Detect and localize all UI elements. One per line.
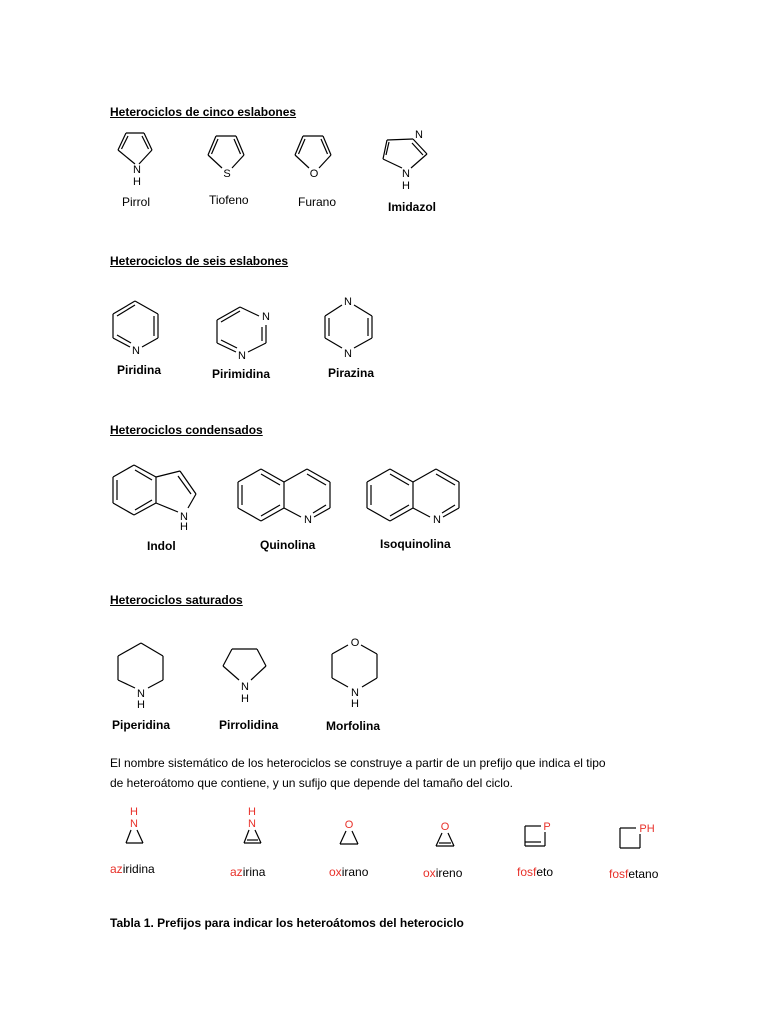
nitrogen-atom: N (180, 511, 188, 523)
label-morfolina: Morfolina (326, 719, 380, 733)
label-indol: Indol (147, 539, 176, 553)
aziridina-structure (116, 805, 156, 849)
indol-structure (108, 460, 208, 532)
label-azirina: azirina (230, 865, 266, 879)
furano-structure (287, 130, 343, 182)
label-piridina: Piridina (117, 363, 162, 377)
oxygen-atom: O (440, 821, 450, 833)
fosfetano-structure (616, 820, 666, 854)
azirina-structure (234, 805, 274, 849)
label-oxireno: oxireno (423, 866, 463, 880)
pirazina-structure (320, 292, 380, 362)
oxygen-atom: O (344, 819, 354, 831)
hydrogen-atom: H (241, 693, 249, 705)
oxygen-atom: O (309, 168, 319, 180)
hydrogen-atom: H (137, 699, 145, 711)
intro-paragraph (110, 753, 670, 793)
label-pirimidina: Pirimidina (212, 367, 271, 381)
label-fosfeto: fosfeto (517, 865, 554, 879)
nitrogen-atom: N (433, 514, 441, 526)
label-isoquinolina: Isoquinolina (380, 537, 451, 551)
label-tiofeno: Tiofeno (209, 193, 249, 207)
nitrogen-atom: N (304, 514, 312, 526)
paragraph-line-1: El nombre sistemático de los heterociclos se construye a partir de un prefijo que indica el tipo (110, 756, 606, 770)
label-oxirano: oxirano (329, 865, 369, 879)
tiofeno-structure (200, 130, 256, 182)
piridina-structure (108, 297, 168, 361)
pirimidina-structure (212, 303, 276, 365)
nitrogen-atom: N (133, 164, 141, 176)
hydrogen-atom: H (133, 176, 141, 188)
nitrogen-atom: N (351, 687, 359, 699)
oxygen-atom: O (350, 637, 360, 649)
quinolina-structure (235, 466, 341, 530)
sulfur-atom: S (223, 168, 231, 180)
nitrogen-atom: N (344, 348, 352, 360)
nitrogen-atom: N (402, 168, 410, 180)
hydrogen-atom: H (402, 180, 410, 192)
nitrogen-atom: N (262, 311, 270, 323)
heading-five-membered: Heterociclos de cinco eslabones (110, 105, 297, 119)
hydrogen-atom: H (351, 698, 359, 710)
hydrogen-atom: H (130, 806, 138, 818)
label-piperidina: Piperidina (112, 718, 171, 732)
nitrogen-atom: N (344, 296, 352, 308)
hydrogen-atom: H (180, 521, 188, 533)
isoquinolina-structure (364, 466, 470, 530)
nitrogen-atom: N (415, 129, 423, 141)
oxirano-structure (333, 816, 369, 848)
nitrogen-atom: N (132, 345, 140, 357)
label-pirazina: Pirazina (328, 366, 375, 380)
table-1-title: Tabla 1. Prefijos para indicar los heteroátomos del heterociclo (110, 916, 464, 930)
pirrol-structure (108, 128, 168, 190)
heading-six-membered: Heterociclos de seis eslabones (110, 254, 289, 268)
pirrolidina-structure (218, 644, 278, 706)
nitrogen-atom: N (248, 818, 256, 830)
nitrogen-atom: N (241, 681, 249, 693)
nitrogen-atom: N (238, 350, 246, 362)
heading-saturated: Heterociclos saturados (110, 593, 243, 607)
nitrogen-atom: N (130, 818, 138, 830)
imidazol-structure (375, 126, 437, 192)
heading-fused: Heterociclos condensados (110, 423, 263, 437)
phosphorus-hydride-group: PH (639, 823, 655, 835)
label-fosfetano: fosfetano (609, 867, 659, 881)
label-aziridina: aziridina (110, 862, 155, 876)
paragraph-line-2: de heteroátomo que contiene, y un sufijo que depende del tamaño del ciclo. (110, 776, 513, 790)
fosfeto-structure (521, 818, 561, 852)
label-pirrol: Pirrol (122, 195, 151, 209)
piperidina-structure (112, 640, 172, 712)
label-furano: Furano (298, 195, 337, 209)
hydrogen-atom: H (248, 806, 256, 818)
nitrogen-atom: N (137, 688, 145, 700)
morfolina-structure (326, 633, 386, 713)
label-imidazol: Imidazol (388, 200, 437, 214)
label-pirrolidina: Pirrolidina (219, 718, 279, 732)
label-quinolina: Quinolina (260, 538, 316, 552)
oxireno-structure (429, 818, 465, 850)
phosphorus-atom: P (543, 821, 551, 833)
